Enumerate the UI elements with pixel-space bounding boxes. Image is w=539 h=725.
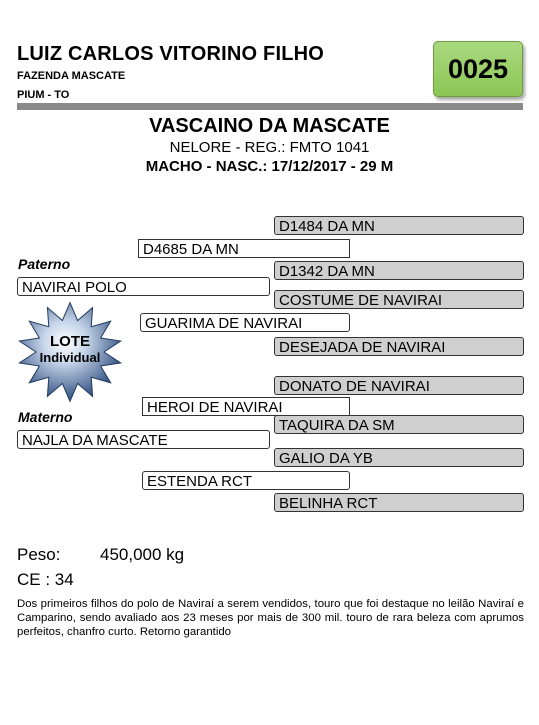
pedigree-dam-dam-sire: GALIO DA YB: [274, 448, 524, 467]
pedigree-dam-sire-dam: TAQUIRA DA SM: [274, 415, 524, 434]
pedigree-dam-dam-dam: BELINHA RCT: [274, 493, 524, 512]
scrotal-circumference: CE : 34: [17, 570, 74, 589]
pedigree-sire-sire-sire: D1484 DA MN: [274, 216, 524, 235]
lote-individual-badge: [18, 300, 142, 404]
weight-label: Peso:: [17, 545, 61, 564]
animal-breed-registration: NELORE - REG.: FMTO 1041: [169, 139, 370, 156]
pedigree-dam: NAJLA DA MASCATE: [17, 430, 270, 449]
pedigree-sire-dam: GUARIMA DE NAVIRAI: [140, 313, 350, 332]
pedigree-sire-dam-sire: COSTUME DE NAVIRAI: [274, 290, 524, 309]
pedigree-dam-sire-sire: DONATO DE NAVIRAI: [274, 376, 524, 395]
lote-badge-line2: Individual: [39, 350, 101, 365]
farm-name: FAZENDA MASCATE: [17, 70, 126, 82]
pedigree-dam-sire: HEROI DE NAVIRAI: [142, 397, 350, 416]
animal-name: VASCAINO DA MASCATE: [149, 115, 390, 137]
pedigree-sire-dam-dam: DESEJADA DE NAVIRAI: [274, 337, 524, 356]
lote-badge-line1: LOTE: [50, 333, 90, 350]
weight-value: 450,000 kg: [100, 545, 185, 564]
header-divider: [17, 103, 523, 110]
pedigree-sire-sire-dam: D1342 DA MN: [274, 261, 524, 280]
paternal-label: Paterno: [18, 256, 71, 272]
animal-description: Dos primeiros filhos do polo de Naviraí a serem vendidos, touro que foi destaque no leilão Naviraí e Camparino, sendo avaliado aos 23 meses por mais de 300 mil. touro de rara beleza com aprumos perfeitos, chanfro curto. Retorno garantido: [17, 598, 524, 638]
pedigree-sire: NAVIRAI POLO: [17, 277, 270, 296]
farm-location: PIUM - TO: [17, 89, 70, 101]
animal-sex-birth: MACHO - NASC.: 17/12/2017 - 29 M: [145, 158, 394, 175]
maternal-label: Materno: [18, 409, 73, 425]
lot-number-badge: 0025: [433, 41, 523, 97]
pedigree-sire-sire: D4685 DA MN: [138, 239, 350, 258]
pedigree-dam-dam: ESTENDA RCT: [142, 471, 350, 490]
owner-name: LUIZ CARLOS VITORINO FILHO: [17, 43, 325, 65]
